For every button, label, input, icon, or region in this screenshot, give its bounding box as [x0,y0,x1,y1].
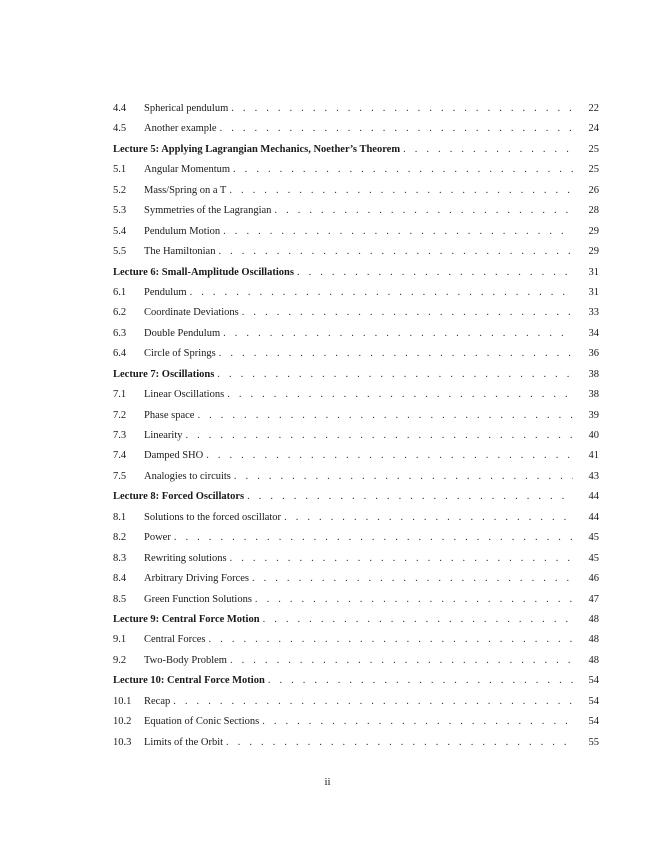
page-ref: 34 [588,327,599,339]
entry-title: Symmetries of the Lagrangian [144,205,272,217]
entry-title: Analogies to circuits [144,470,231,482]
entry-title: Equation of Conic Sections [144,716,260,728]
dot-leader [403,140,573,160]
page-ref: 39 [588,409,599,421]
dot-leader [185,426,573,446]
toc-section-entry[interactable] [113,733,599,753]
page-ref: 24 [588,123,599,135]
dot-leader [218,242,573,262]
section-number: 9.1 [113,634,127,646]
dot-leader [247,487,573,507]
dot-leader [226,733,573,753]
page-ref: 25 [588,143,599,155]
toc-section-entry[interactable] [113,385,599,405]
entry-title: Limits of the Orbit [144,736,224,748]
page-ref: 38 [588,389,599,401]
toc-section-entry[interactable] [113,303,599,323]
section-number: 7.1 [113,389,127,401]
entry-title: Linearity [144,430,183,441]
toc-section-entry[interactable] [113,406,599,426]
entry-title: Coordinate Deviations [144,307,239,319]
section-number: 8.2 [113,532,127,544]
section-number: 9.2 [113,654,127,666]
dot-leader [219,344,573,364]
page-ref: 54 [588,716,599,728]
dot-leader [229,181,573,201]
entry-title: Spherical pendulum [144,103,229,114]
page-ref: 54 [588,675,599,687]
entry-title: The Hamiltonian [144,246,216,258]
page-ref: 47 [588,593,599,605]
dot-leader [227,385,573,405]
toc-lecture-entry[interactable] [113,671,599,691]
toc-section-entry[interactable] [113,569,599,589]
toc-section-entry[interactable] [113,692,599,712]
toc-section-entry[interactable] [113,160,599,180]
page-ref: 31 [588,286,599,298]
page-ref: 22 [588,103,599,114]
dot-leader [197,406,573,426]
toc-section-entry[interactable] [113,119,599,139]
toc-section-entry[interactable] [113,528,599,548]
page-number: ii [324,776,331,788]
page-ref: 43 [588,470,599,482]
section-number: 10.1 [113,695,132,707]
entry-title: Recap [144,695,171,707]
entry-title: Pendulum Motion [144,225,221,237]
section-number: 8.5 [113,593,127,605]
page-ref: 44 [588,511,599,523]
toc-lecture-entry[interactable] [113,365,599,385]
page-ref: 28 [588,205,599,217]
page-ref: 41 [588,450,599,462]
toc-section-entry[interactable] [113,651,599,671]
toc-lecture-entry[interactable] [113,610,599,630]
page-ref: 29 [588,225,599,237]
dot-leader [206,446,573,466]
dot-leader [284,508,573,528]
section-number: 6.2 [113,307,127,319]
section-number: 8.3 [113,552,127,564]
entry-title: Damped SHO [144,450,204,462]
page-ref: 44 [588,491,599,503]
toc-section-entry[interactable] [113,181,599,201]
entry-title: Double Pendulum [144,327,221,339]
dot-leader [223,324,573,344]
page-ref: 25 [588,164,599,176]
entry-title: Two-Body Problem [144,654,227,666]
toc-section-entry[interactable] [113,446,599,466]
dot-leader [217,365,573,385]
dot-leader [173,692,573,712]
section-number: 7.2 [113,409,127,421]
toc-section-entry[interactable] [113,99,599,119]
page-ref: 46 [588,573,599,585]
section-number: 5.2 [113,184,127,196]
toc-section-entry[interactable] [113,324,599,344]
entry-title: Solutions to the forced oscillator [144,511,282,523]
entry-title: Central Forces [144,634,206,646]
dot-leader [233,160,573,180]
section-number: 4.5 [113,123,127,135]
page-ref: 48 [588,613,599,625]
dot-leader [223,222,573,242]
entry-title: Green Function Solutions [144,593,252,605]
dot-leader [174,528,573,548]
section-number: 6.4 [113,348,127,360]
page-ref: 40 [588,430,599,441]
section-number: 5.4 [113,225,127,237]
dot-leader [230,549,573,569]
toc-section-entry[interactable] [113,283,599,303]
page-ref: 33 [588,307,599,319]
entry-title: Power [144,532,171,544]
section-number: 6.3 [113,327,127,339]
dot-leader [297,263,573,283]
dot-leader [230,651,573,671]
section-number: 10.2 [113,716,132,728]
page-ref: 26 [588,184,599,196]
page-ref: 29 [588,246,599,258]
toc-section-entry[interactable] [113,467,599,487]
section-number: 6.1 [113,286,127,298]
entry-title: Lecture 9: Central Force Motion [113,613,260,625]
page-ref: 48 [588,654,599,666]
entry-title: Mass/Spring on a T [144,184,227,196]
dot-leader [209,630,573,650]
page-ref: 48 [588,634,599,646]
dot-leader [252,569,573,589]
toc-section-entry[interactable] [113,426,599,446]
toc-section-entry[interactable] [113,630,599,650]
section-number: 8.1 [113,511,127,523]
section-number: 5.5 [113,246,127,258]
toc-lecture-entry[interactable] [113,487,599,507]
entry-title: Another example [144,123,217,135]
dot-leader [234,467,573,487]
dot-leader [263,610,573,630]
dot-leader [220,119,573,139]
dot-leader [242,303,573,323]
page-ref: 36 [588,348,599,360]
dot-leader [255,590,573,610]
entry-title: Lecture 6: Small-Amplitude Oscillations [113,266,294,278]
entry-title: Lecture 7: Oscillations [113,368,215,380]
table-of-contents [113,99,599,753]
toc-section-entry[interactable] [113,344,599,364]
dot-leader [262,712,573,732]
section-number: 7.4 [113,450,127,462]
section-number: 5.3 [113,205,127,217]
toc-section-entry[interactable] [113,508,599,528]
page-ref: 55 [588,736,599,748]
entry-title: Rewriting solutions [144,552,227,564]
entry-title: Phase space [144,409,195,421]
section-number: 4.4 [113,103,127,114]
page-ref: 54 [588,695,599,707]
entry-title: Pendulum [144,286,187,298]
toc-section-entry[interactable] [113,201,599,221]
page-ref: 45 [588,552,599,564]
entry-title: Lecture 10: Central Force Motion [113,675,265,687]
entry-title: Arbitrary Driving Forces [144,573,249,585]
toc-section-entry[interactable] [113,549,599,569]
section-number: 7.5 [113,470,127,482]
dot-leader [231,99,573,119]
toc-section-entry[interactable] [113,242,599,262]
toc-section-entry[interactable] [113,222,599,242]
entry-title: Circle of Springs [144,348,216,360]
section-number: 7.3 [113,430,127,441]
entry-title: Lecture 8: Forced Oscillators [113,491,245,503]
toc-section-entry[interactable] [113,590,599,610]
entry-title: Lecture 5: Applying Lagrangian Mechanics, Noether’s Theorem [113,143,401,155]
page-ref: 45 [588,532,599,544]
toc-lecture-entry[interactable] [113,140,599,160]
page-ref: 38 [588,368,599,380]
dot-leader [268,671,573,691]
entry-title: Linear Oscillations [144,389,225,401]
dot-leader [274,201,573,221]
page-ref: 31 [588,266,599,278]
section-number: 5.1 [113,164,127,176]
toc-lecture-entry[interactable] [113,263,599,283]
section-number: 8.4 [113,573,127,585]
entry-title: Angular Momentum [144,164,231,176]
section-number: 10.3 [113,736,132,748]
toc-section-entry[interactable] [113,712,599,732]
dot-leader [190,283,573,303]
